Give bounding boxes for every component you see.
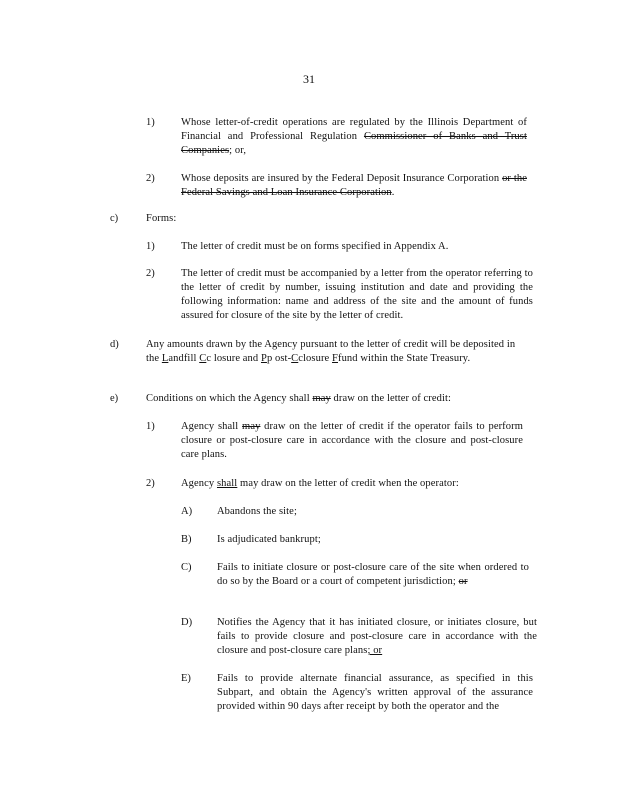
subitem-label: C) [181, 562, 192, 573]
section-heading: Forms: [146, 213, 177, 224]
subitem-text: Notifies the Agency that it has initiated closure, or initiates closure, but fails to provide closure and post-closure care in accordance with the closure and post-closure care plans; or [217, 617, 537, 656]
subitem-label: E) [181, 673, 191, 684]
deleted-text: or [458, 576, 468, 587]
subitem-text: Fails to initiate closure or post-closure care of the site when ordered to do so by the Board or a court of competent jurisdiction; or [217, 562, 529, 587]
section-label: d) [110, 339, 119, 350]
item-label: 1) [146, 421, 155, 432]
deleted-text: may [242, 421, 261, 432]
item-text: Agency shall may draw on the letter of credit if the operator fails to perform closure or post-closure care in accordance with the closure and post-closure care plans. [181, 421, 523, 460]
subitem-text: Abandons the site; [217, 506, 297, 517]
item-label: 2) [146, 268, 155, 279]
section-label: e) [110, 393, 119, 404]
deleted-text: Commissioner of Banks and Trust Companies [181, 131, 527, 156]
inserted-text: ; or [367, 645, 383, 656]
subitem-label: B) [181, 534, 192, 545]
item-label: 1) [146, 241, 155, 252]
item-text: The letter of credit must be on forms specified in Appendix A. [181, 241, 449, 252]
item-text: The letter of credit must be accompanied by a letter from the operator referring to the letter of credit by number, issuing institution and date and providing the following information: name and address of the site and the amount of funds assured for closure of the site by the letter of credit. [181, 268, 533, 321]
section-label: c) [110, 213, 119, 224]
subitem-label: D) [181, 617, 193, 628]
item-label: 1) [146, 117, 155, 128]
section-text: Conditions on which the Agency shall may draw on the letter of credit: [146, 393, 452, 404]
item-text: Whose deposits are insured by the Federal Deposit Insurance Corporation or the Federal Savings and Loan Insurance Corporation. [181, 173, 527, 198]
inserted-text: shall [216, 478, 238, 489]
deleted-text: or the Federal Savings and Loan Insurance Corporation [181, 173, 527, 198]
item-label: 2) [146, 173, 155, 184]
subitem-text: Is adjudicated bankrupt; [217, 534, 321, 545]
subitem-label: A) [181, 506, 193, 517]
section-text: Any amounts drawn by the Agency pursuant to the letter of credit will be deposited in the Landfill Cc losure and Pp ost-Cclosure Ffund within the State Treasury. [146, 339, 516, 364]
subitem-text: Fails to provide alternate financial assurance, as specified in this Subpart, and obtain the Agency's written approval of the assurance provided within 90 days after receipt by both the operator and the [217, 673, 533, 712]
page-number: 31 [303, 72, 315, 86]
item-text: Agency shall may draw on the letter of credit when the operator: [181, 478, 459, 489]
item-label: 2) [146, 478, 155, 489]
item-text: Whose letter-of-credit operations are regulated by the Illinois Department of Financial and Professional Regulation Commissioner of Banks and Trust Companies; or, [181, 117, 527, 156]
deleted-text: may [312, 393, 331, 404]
